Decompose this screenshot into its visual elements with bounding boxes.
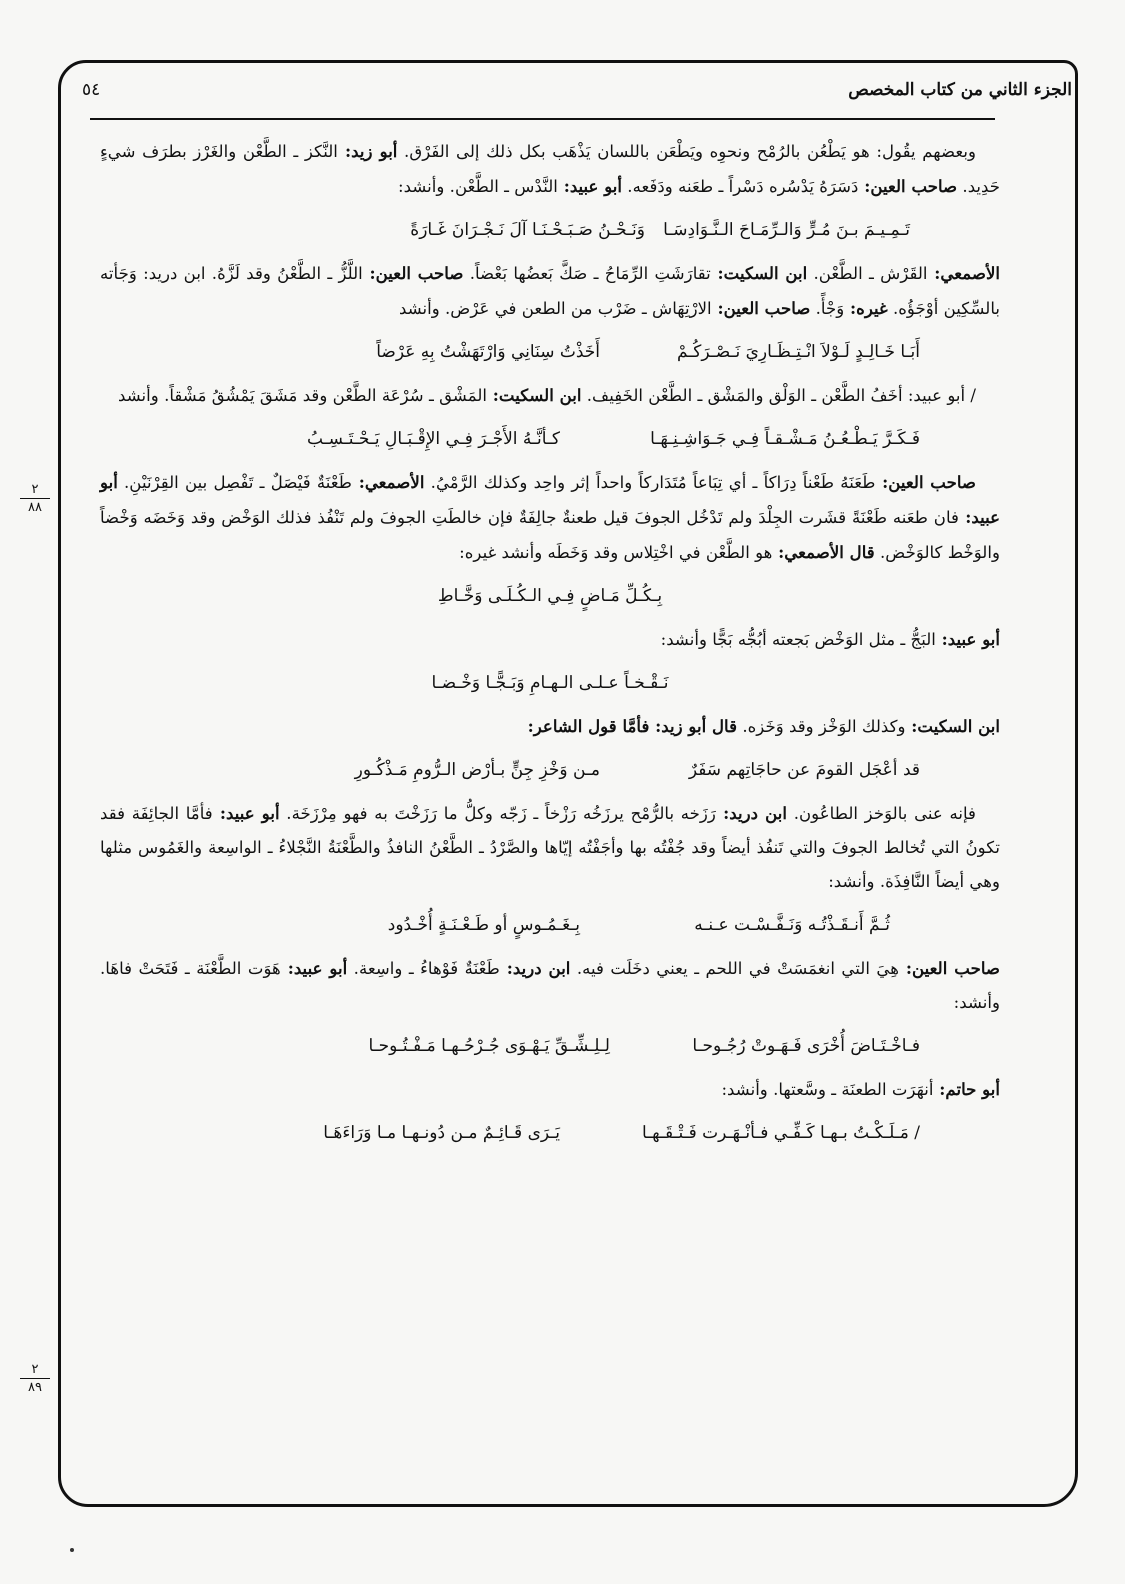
paragraph-text: تقارَشَتِ الرِّمَاحُ ـ صَكَّ بَعضُها بَعْضاً. xyxy=(463,264,711,283)
paragraph xyxy=(100,622,1000,657)
paragraph-text: هَوَت الطَّعْنَة ـ فَتَحَتْ فاهَا. وأنشد: xyxy=(100,959,1000,1012)
paragraph-text: البَجُّ ـ مثل الوَخْض بَجعته أبُجُّه بَجًّا وأنشد: xyxy=(660,630,936,649)
scan-speck xyxy=(70,1548,74,1552)
speaker-name: غيره: xyxy=(844,298,888,318)
speaker-name: صاحب العين: xyxy=(875,472,977,492)
margin-note xyxy=(20,1362,50,1395)
paragraph xyxy=(100,796,1000,899)
paragraph-text: أنهَرَت الطعنَة ـ وسَّعتها. وأنشد: xyxy=(721,1080,934,1099)
paragraph-text: وَجْأً. xyxy=(810,299,845,318)
paragraph-text: النَّدْس ـ الطَّعْن. وأنشد: xyxy=(398,177,558,196)
verse xyxy=(100,413,1000,465)
paragraph-text: القَرْش ـ الطَّعْن. xyxy=(807,264,928,283)
speaker-name: أبو عبيد: xyxy=(280,958,348,978)
paragraph xyxy=(100,1072,1000,1107)
speaker-name: ابن دريد: xyxy=(715,803,788,823)
speaker-name: صاحب العين: xyxy=(362,263,464,283)
paragraph xyxy=(100,256,1000,326)
paragraph-text: هو الطَّعْن في اخْتِلاس وقد وَخَطَه وأنشد غيره: xyxy=(459,543,773,562)
paragraph-text: فأمَّا الجائِفَة فقد تكونُ التي تُخالط الجوفَ والتي تَنفُذ أيضاً وقد جُفْتُه بها وأجَفْتُه إيّاها والصَّرْدُ ـ الطَّعْنُ النافذُ والطَّعْنَةُ النَّجْلاءُ ـ الواسِعة والغَمُوس مثلها وهي أيضاً النَّافِذَة. وأنشد: xyxy=(100,804,1000,891)
speaker-name: ابن دريد: xyxy=(499,958,571,978)
paragraph-text: هِيَ التي انغمَسَتْ في اللحم ـ يعني دخَلَت فيه. xyxy=(570,959,899,978)
verse xyxy=(100,657,1000,709)
verse-single-line: بِـكُـلِّ مَـاضٍ فِـي الـكُـلَـى وَخَّـاطِ xyxy=(437,586,663,606)
speaker-name: ابن السكيت: xyxy=(905,716,1000,736)
verse-first-hemistich: أَبَـا خَـالِـدٍ لَـوْلاَ انْـتِـظَـارِيَ نَـصْـرَكُـمْ xyxy=(677,342,920,362)
paragraph-text: الارْتِهَاش ـ ضَرْب من الطعن في عَرْض. وأنشد xyxy=(399,299,712,318)
verse-second-hemistich: أَخَذْتُ سِنَانِي وَارْتَهَشْتُ بِهِ عَرْضاً xyxy=(376,342,600,362)
speaker-name: أبو عبيد: xyxy=(557,176,623,196)
paragraph-text: فان طعَنه طَعْنَةً قشَرت الجِلْدَ ولم تَدْخُل الجوفَ قيل طعنةٌ جالِفَةٌ فإن خالطَتِ الجوفَ ولم تَنْفُذ فذلك الوَخْض وقد وَخَضَه وَخْضاً والوَخْط كالوَخْض. xyxy=(100,508,1000,562)
page-number: ٥٤ xyxy=(82,80,101,100)
paragraph xyxy=(100,465,1000,570)
paragraph xyxy=(100,134,1000,204)
verse-first-hemistich: / مَـلَـكْـتُ بـهـا كَـفِّـي فـأنْـهَـرت فَـتْـقَـهـا xyxy=(641,1123,920,1143)
speaker-name: الأصمعي: xyxy=(352,472,425,492)
verse-single-line: نَـقْـخـاً عـلـى الـهـامِ وَبَـجًّـا وَخْـضـا xyxy=(431,673,669,693)
speaker-name: قال أبو زيد: فأمَّا قول الشاعر: xyxy=(527,716,738,736)
speaker-name: ابن السكيت: xyxy=(487,385,582,405)
verse xyxy=(100,204,1000,256)
paragraph-text: اللَّزُّ ـ الطَّعْنُ وقد لَزَّهُ. ابن دريد: وَجَأته بالسِّكِين أوْجَؤُه. xyxy=(100,264,1000,318)
running-title: الجزء الثاني من كتاب المخصص xyxy=(848,80,1072,100)
verse xyxy=(100,1020,1000,1072)
verse-second-hemistich: كـأنَّـهُ الأَجْـرَ فِـي الإِقْـبَـالِ يَـحْـتَـسِـبُ xyxy=(306,429,560,449)
speaker-name: أبو عبيد: xyxy=(935,629,1000,649)
margin-note-denominator: ٨٩ xyxy=(28,1380,42,1395)
verse-first-hemistich: فـاخْـتَـاضَ أُخْرَى فَـهَـوتْ رُجُـوحـا xyxy=(692,1036,920,1056)
speaker-name: صاحب العين: xyxy=(711,298,811,318)
verse-first-hemistich: ثُـمَّ أَنـقَـذْتُـه وَنَـفَّـسْـت عـنـه xyxy=(694,915,890,935)
paragraph-text: رَزَخه بالرُّمْح يرزَخُه رَزْخاً ـ زَجّه وكلُّ ما رَزَخْتَ به فهو مِرْزَخَة. xyxy=(279,804,716,823)
speaker-name: صاحب العين: xyxy=(898,958,1000,978)
paragraph-text: فإنه عنى بالوَخز الطاعُون. xyxy=(787,804,976,823)
paragraph-text: طَعْنَةٌ فَوْهاءُ ـ واسِعة. xyxy=(347,959,500,978)
verse-first-hemistich: وَنَـحْـنُ صَـبَـحْـنَـا آلَ نَـجْـرَانَ غَـارَةً xyxy=(410,220,645,240)
margin-note-numerator: ٢ xyxy=(20,482,50,499)
speaker-name: أبو عبيد: xyxy=(212,803,280,823)
paragraph-text: المَشْق ـ سُرْعَة الطَّعْن وقد مَشَقَ يَمْشُقُ مَشْقاً. وأنشد xyxy=(118,386,487,405)
paragraph xyxy=(100,378,1000,413)
margin-note-numerator: ٢ xyxy=(20,1362,50,1379)
paragraph-text: وكذلك الوَخْز وقد وَخَزه. xyxy=(737,717,906,736)
verse xyxy=(100,744,1000,796)
paragraph-text: وبعضهم يقُول: هو يَطْعُن بالرُمْح ونحوِه ويَطْعَن باللسان يَذْهَب بكل ذلك إلى الفَرْق. xyxy=(397,142,976,161)
margin-note xyxy=(20,482,50,515)
speaker-name: أبو حاتم: xyxy=(933,1079,1000,1099)
verse-first-hemistich: قد أعْجَل القومَ عن حاجَاتِهم سَفَرٌ xyxy=(688,760,920,780)
verse xyxy=(100,899,1000,951)
header-rule xyxy=(90,118,995,120)
verse-second-hemistich: لِـلِـشِّـقِّ يَـهْـوَى جُـرْحُـهـا مَـفْـتُـوحـا xyxy=(368,1036,610,1056)
speaker-name: الأصمعي: xyxy=(927,263,1001,283)
paragraph-text: طَعَنَهُ طَعْناً دِرَاكاً ـ أي تِبَاعاً مُتَدَاركاً واحداً إثر واحِد وكذلك الرَّمْيُ. xyxy=(424,473,876,492)
verse-second-hemistich: تَـمِـيـمَ بـنَ مُـرٍّ وَالـرِّمَـاحَ الـنَّـوَادِسَـا xyxy=(663,220,910,240)
page-header xyxy=(62,80,1072,108)
paragraph xyxy=(100,709,1000,744)
page-body xyxy=(100,134,1000,1159)
margin-note-denominator: ٨٨ xyxy=(28,500,42,515)
speaker-name: أبو عبيد: xyxy=(100,472,1001,527)
speaker-name: ابن السكيت: xyxy=(710,263,808,283)
paragraph-text: دَسَرَهُ يَدْسُره دَسْراً ـ طعَنه ودَفَعه. xyxy=(622,177,859,196)
verse-second-hemistich: مـن وَخْزِ جِنٍّ بـأرْض الـرُّومِ مَـذْكُـورِ xyxy=(354,760,600,780)
speaker-name: قال الأصمعي: xyxy=(772,542,875,562)
verse-second-hemistich: يَـرَى قَـائِـمٌ مـن دُونـهـا مـا وَرَاءَهَـا xyxy=(323,1123,560,1143)
verse-first-hemistich: فَـكَـرَّ يَـطْـعُـنُ مَـشْـقـاً فِـي جَـوَاشِـنِـهَـا xyxy=(650,429,920,449)
paragraph xyxy=(100,951,1000,1020)
verse xyxy=(100,326,1000,378)
paragraph-text: النَّكز ـ الطَّعْن والغَرْز بطرَف شيءٍ حَدِيد. xyxy=(100,142,1000,196)
verse xyxy=(100,570,1000,622)
paragraph-text: طَعْنَةٌ فَيْصَلٌ ـ تَفْصِل بين القِرْنَيْنِ. xyxy=(117,473,352,492)
paragraph-text: / أبو عبيد: أخَفُ الطَّعْن ـ الوَلْق والمَشْق ـ الطَّعْن الخَفِيف. xyxy=(581,386,976,405)
speaker-name: صاحب العين: xyxy=(858,176,958,196)
verse-second-hemistich: بِـغَـمُـوسٍ أو طَـعْـنَـةٍ أُخْـدُود xyxy=(387,915,580,935)
speaker-name: أبو زيد: xyxy=(337,141,398,161)
verse xyxy=(100,1107,1000,1159)
